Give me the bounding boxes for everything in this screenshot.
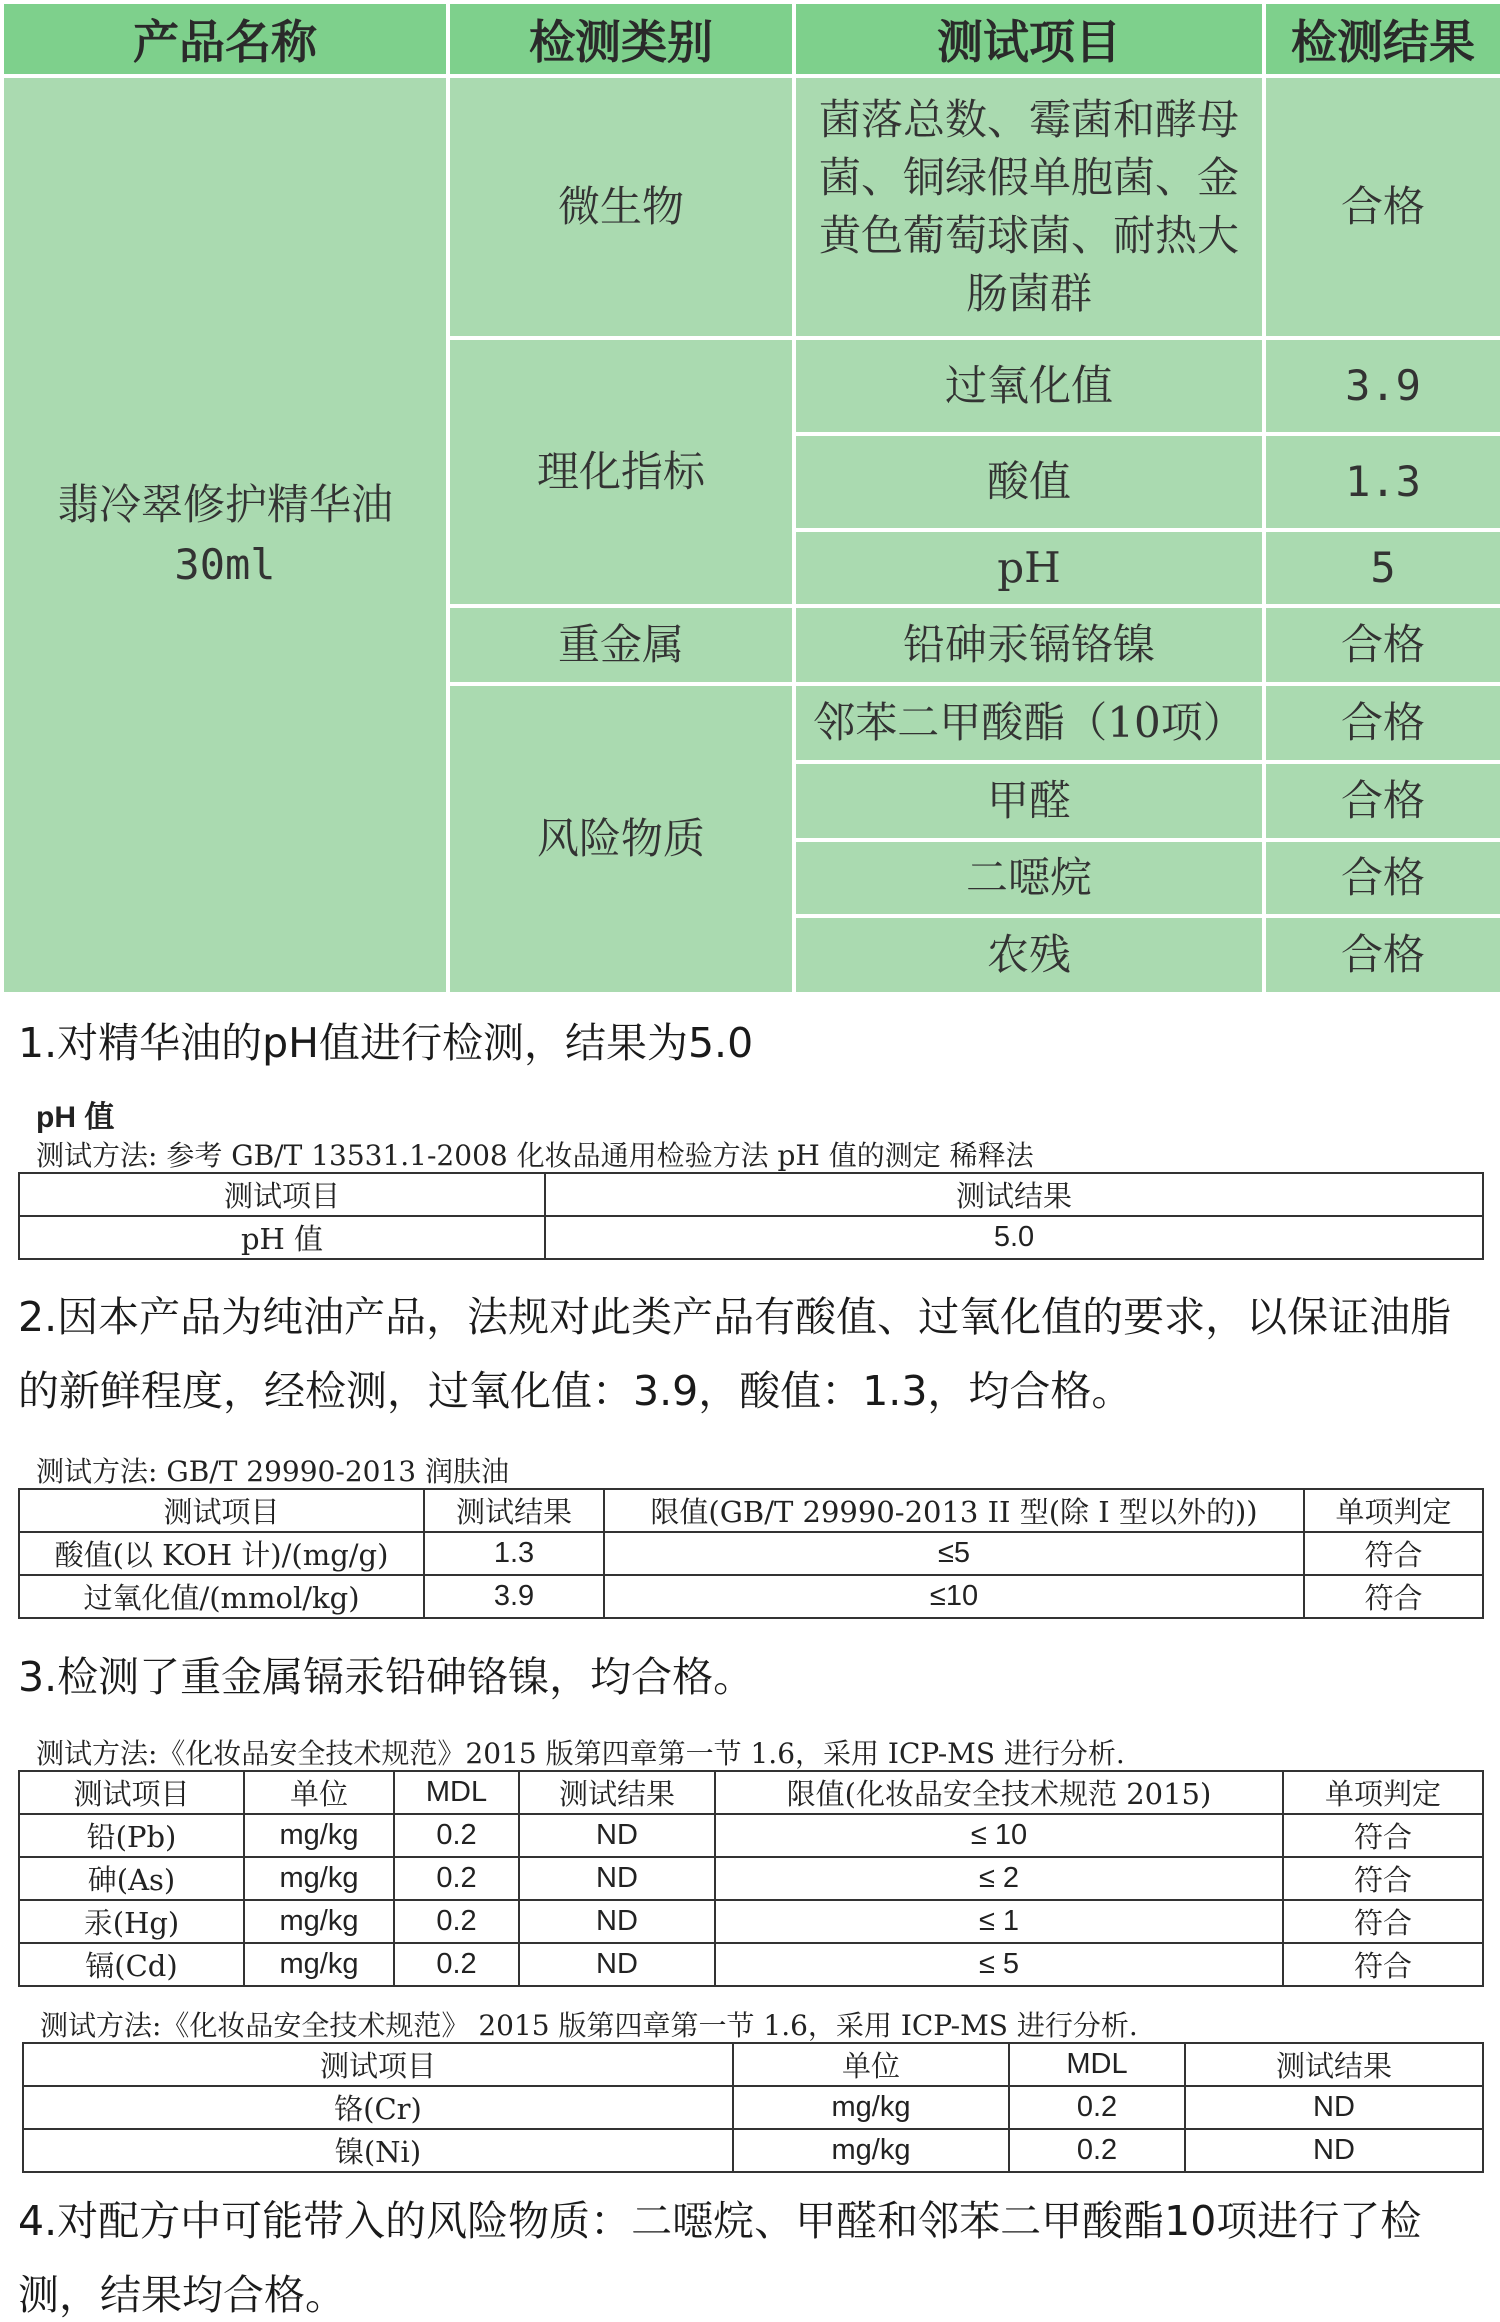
metals-cell: 0.2 bbox=[394, 1943, 519, 1986]
category-cell: 微生物 bbox=[448, 76, 794, 338]
metals-cell: ≤ 1 bbox=[715, 1900, 1283, 1943]
item-cell: 二噁烷 bbox=[794, 840, 1264, 916]
table-row bbox=[19, 1575, 1483, 1618]
product-volume: 30ml bbox=[174, 540, 276, 589]
metals-cell: 0.2 bbox=[394, 1900, 519, 1943]
table-row bbox=[19, 1857, 1483, 1900]
oil-cell: 符合 bbox=[1304, 1575, 1483, 1618]
metals-cell: 0.2 bbox=[1009, 2129, 1185, 2172]
table-row bbox=[19, 1216, 1483, 1259]
summary-table bbox=[0, 0, 1500, 992]
category-cell: 风险物质 bbox=[448, 684, 794, 994]
section3-text: 3.检测了重金属镉汞铅砷铬镍，均合格。 bbox=[18, 1653, 755, 1701]
ph-header-result: 测试结果 bbox=[545, 1173, 1483, 1216]
metals-cell: 汞(Hg) bbox=[19, 1900, 244, 1943]
result-cell: 1.3 bbox=[1264, 434, 1500, 530]
metals-cell: 0.2 bbox=[394, 1814, 519, 1857]
metals-cell: 砷(As) bbox=[19, 1857, 244, 1900]
table-row bbox=[19, 1532, 1483, 1575]
table-row bbox=[19, 1900, 1483, 1943]
metals-header: 单位 bbox=[244, 1771, 394, 1814]
metals-cell: mg/kg bbox=[244, 1900, 394, 1943]
metals-cell: 镍(Ni) bbox=[23, 2129, 733, 2172]
item-cell: 农残 bbox=[794, 916, 1264, 994]
result-cell: 合格 bbox=[1264, 684, 1500, 762]
item-cell: 菌落总数、霉菌和酵母菌、铜绿假单胞菌、金黄色葡萄球菌、耐热大肠菌群 bbox=[794, 76, 1264, 338]
summary-header-row bbox=[2, 2, 1500, 76]
section2-text: 2.因本产品为纯油产品，法规对此类产品有酸值、过氧化值的要求，以保证油脂的新鲜程度，经检测，过氧化值：3.9，酸值：1.3，均合格。 bbox=[18, 1293, 1452, 1415]
metals-cell: ND bbox=[519, 1814, 715, 1857]
table-row bbox=[19, 1771, 1483, 1814]
result-cell: 合格 bbox=[1264, 916, 1500, 994]
header-test-item: 测试项目 bbox=[794, 2, 1264, 76]
result-cell: 5 bbox=[1264, 530, 1500, 606]
table-row bbox=[19, 1943, 1483, 1986]
metals-cell: 镉(Cd) bbox=[19, 1943, 244, 1986]
item-cell: 邻苯二甲酸酯（10项） bbox=[794, 684, 1264, 762]
metals-table-a bbox=[18, 1770, 1484, 1987]
metals-cell: 0.2 bbox=[1009, 2086, 1185, 2129]
oil-header: 限值(GB/T 29990-2013 II 型(除 I 型以外的)) bbox=[604, 1489, 1304, 1532]
oil-table bbox=[18, 1488, 1484, 1619]
oil-cell: 1.3 bbox=[424, 1532, 604, 1575]
oil-cell: 过氧化值/(mmol/kg) bbox=[19, 1575, 424, 1618]
table-row bbox=[23, 2129, 1483, 2172]
oil-cell: 3.9 bbox=[424, 1575, 604, 1618]
category-cell: 理化指标 bbox=[448, 338, 794, 606]
table-row bbox=[23, 2043, 1483, 2086]
ph-item: pH 值 bbox=[19, 1216, 545, 1259]
oil-cell: 符合 bbox=[1304, 1532, 1483, 1575]
metals-cell: ND bbox=[1185, 2129, 1483, 2172]
metals-cell: 符合 bbox=[1283, 1814, 1483, 1857]
metals-header: 测试结果 bbox=[1185, 2043, 1483, 2086]
oil-cell: ≤10 bbox=[604, 1575, 1304, 1618]
ph-result: 5.0 bbox=[545, 1216, 1483, 1259]
metals-cell: mg/kg bbox=[244, 1857, 394, 1900]
metals-cell: 符合 bbox=[1283, 1900, 1483, 1943]
metals-cell: 0.2 bbox=[394, 1857, 519, 1900]
metals-cell: ≤ 2 bbox=[715, 1857, 1283, 1900]
category-cell: 重金属 bbox=[448, 606, 794, 684]
metals-cell: 铬(Cr) bbox=[23, 2086, 733, 2129]
metals-cell: ≤ 5 bbox=[715, 1943, 1283, 1986]
metals-header: MDL bbox=[1009, 2043, 1185, 2086]
section1-text: 1.对精华油的pH值进行检测，结果为5.0 bbox=[18, 1019, 754, 1067]
metals-cell: ND bbox=[519, 1857, 715, 1900]
metals-cell: mg/kg bbox=[244, 1814, 394, 1857]
metals-method-a: 测试方法:《化妆品安全技术规范》2015 版第四章第一节 1.6，采用 ICP-MS 进行分析. bbox=[36, 1737, 1125, 1770]
oil-cell: ≤5 bbox=[604, 1532, 1304, 1575]
item-cell: 过氧化值 bbox=[794, 338, 1264, 434]
item-cell: 甲醛 bbox=[794, 762, 1264, 840]
product-name: 翡冷翠修护精华油 bbox=[56, 480, 393, 529]
metals-cell: mg/kg bbox=[244, 1943, 394, 1986]
item-cell: 铅砷汞镉铬镍 bbox=[794, 606, 1264, 684]
oil-cell: 酸值(以 KOH 计)/(mg/g) bbox=[19, 1532, 424, 1575]
product-cell bbox=[2, 76, 448, 994]
metals-cell: mg/kg bbox=[733, 2086, 1009, 2129]
metals-header: 单项判定 bbox=[1283, 1771, 1483, 1814]
ph-label: pH 值 bbox=[36, 1101, 115, 1134]
oil-header: 测试结果 bbox=[424, 1489, 604, 1532]
table-row bbox=[19, 1814, 1483, 1857]
metals-cell: ≤ 10 bbox=[715, 1814, 1283, 1857]
oil-header: 单项判定 bbox=[1304, 1489, 1483, 1532]
section2-method: 测试方法: GB/T 29990-2013 润肤油 bbox=[36, 1455, 509, 1488]
metals-header: 测试项目 bbox=[23, 2043, 733, 2086]
metals-cell: ND bbox=[1185, 2086, 1483, 2129]
result-cell: 3.9 bbox=[1264, 338, 1500, 434]
metals-cell: 铅(Pb) bbox=[19, 1814, 244, 1857]
metals-header: 测试项目 bbox=[19, 1771, 244, 1814]
item-cell: pH bbox=[794, 530, 1264, 606]
metals-table-b bbox=[22, 2042, 1484, 2173]
result-cell: 合格 bbox=[1264, 762, 1500, 840]
metals-method-b: 测试方法:《化妆品安全技术规范》 2015 版第四章第一节 1.6，采用 ICP-MS 进行分析. bbox=[40, 2009, 1138, 2042]
table-row bbox=[19, 1173, 1483, 1216]
section4-text: 4.对配方中可能带入的风险物质：二噁烷、甲醛和邻苯二甲酸酯10项进行了检测，结果均合格。 bbox=[18, 2197, 1422, 2319]
metals-header: 单位 bbox=[733, 2043, 1009, 2086]
metals-cell: ND bbox=[519, 1900, 715, 1943]
item-cell: 酸值 bbox=[794, 434, 1264, 530]
metals-header: 测试结果 bbox=[519, 1771, 715, 1814]
ph-table bbox=[18, 1172, 1484, 1260]
header-result: 检测结果 bbox=[1264, 2, 1500, 76]
oil-header: 测试项目 bbox=[19, 1489, 424, 1532]
table-row bbox=[2, 76, 1500, 338]
metals-cell: 符合 bbox=[1283, 1857, 1483, 1900]
header-product-name: 产品名称 bbox=[2, 2, 448, 76]
header-category: 检测类别 bbox=[448, 2, 794, 76]
metals-cell: mg/kg bbox=[733, 2129, 1009, 2172]
table-row bbox=[19, 1489, 1483, 1532]
table-row bbox=[23, 2086, 1483, 2129]
metals-header: 限值(化妆品安全技术规范 2015) bbox=[715, 1771, 1283, 1814]
result-cell: 合格 bbox=[1264, 840, 1500, 916]
metals-cell: ND bbox=[519, 1943, 715, 1986]
result-cell: 合格 bbox=[1264, 76, 1500, 338]
ph-header-item: 测试项目 bbox=[19, 1173, 545, 1216]
metals-cell: 符合 bbox=[1283, 1943, 1483, 1986]
ph-method: 测试方法: 参考 GB/T 13531.1-2008 化妆品通用检验方法 pH 值的测定 稀释法 bbox=[36, 1139, 1034, 1172]
metals-header: MDL bbox=[394, 1771, 519, 1814]
result-cell: 合格 bbox=[1264, 606, 1500, 684]
